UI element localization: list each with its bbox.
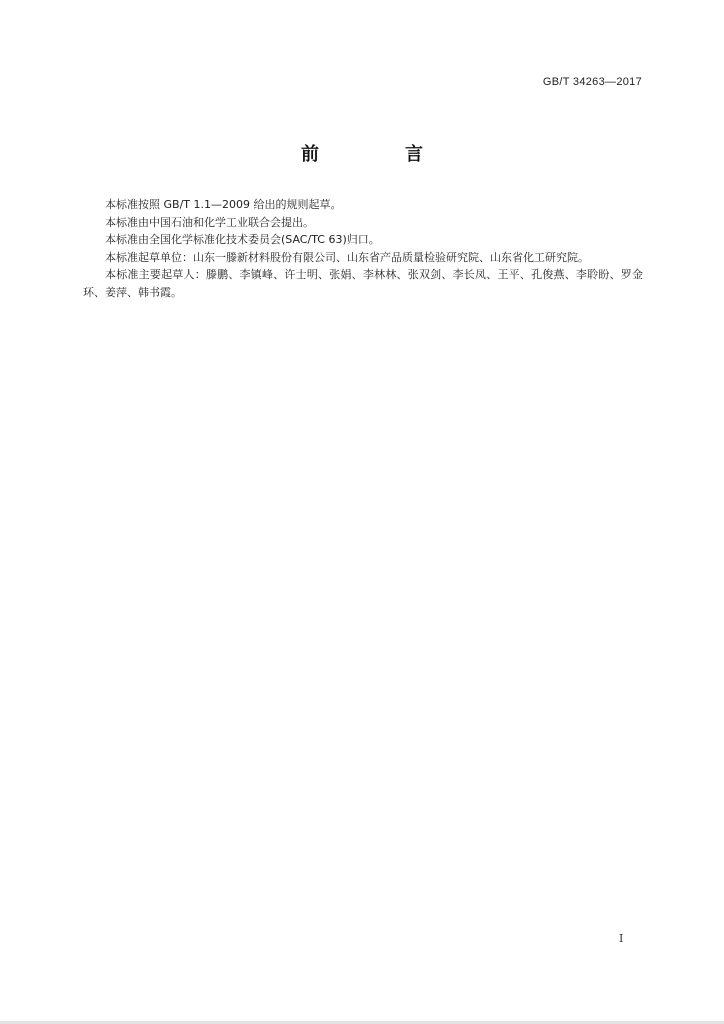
- foreword-title: 前 言: [301, 144, 457, 165]
- standard-number: GB/T 34263—2017: [542, 76, 642, 88]
- paragraph-drafting-rules: 本标准按照 GB/T 1.1—2009 给出的规则起草。: [105, 198, 342, 211]
- page-number: I: [619, 932, 624, 945]
- paragraph-drafting-units: 本标准起草单位：山东一滕新材料股份有限公司、山东省产品质量检验研究院、山东省化工研究院。: [105, 250, 589, 264]
- paragraph-proposer: 本标准由中国石油和化学工业联合会提出。: [105, 215, 314, 229]
- paragraph-drafters: 本标准主要起草人：滕鹏、李镇峰、许士明、张娟、李林林、张双剑、李长凤、王平、孔俊燕、李聆盼、罗金环、姜萍、韩书霞。: [83, 268, 643, 299]
- paragraph-administrator: 本标准由全国化学标准化技术委员会(SAC/TC 63)归口。: [105, 233, 380, 246]
- foreword-body: [83, 196, 643, 301]
